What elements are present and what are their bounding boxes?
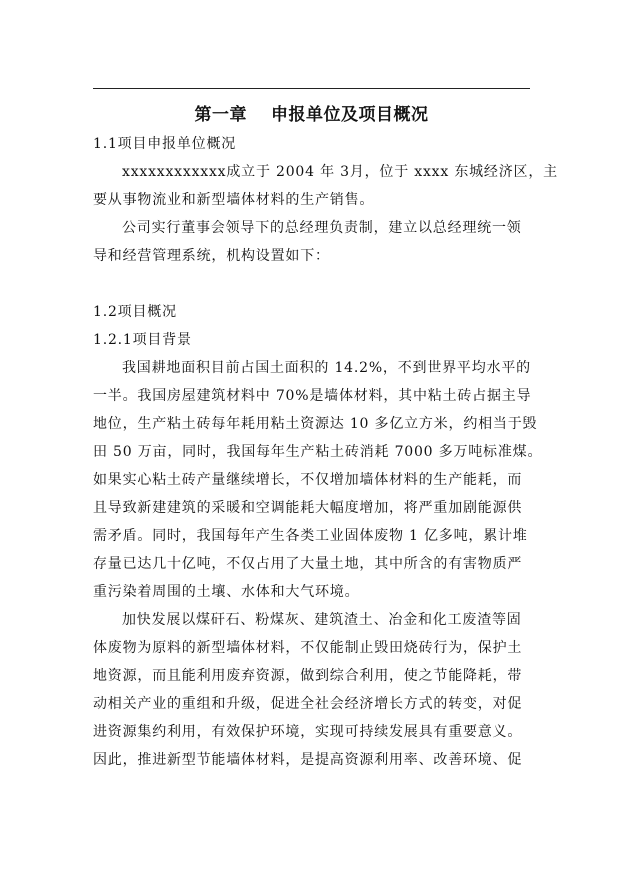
text-line: 重污染着周围的土壤、水体和大气环境。 xyxy=(93,584,360,600)
text-line: 地资源，而且能利用废弃资源，做到综合利用，使之节能降耗，带 xyxy=(93,668,523,684)
text-line: 导和经营管理系统，机构设置如下： xyxy=(93,248,330,264)
text-line: 地位，生产粘土砖每年耗用粘土资源达 10 多亿立方米，约相当于毁 xyxy=(93,416,538,432)
text-line: 且导致新建建筑的采暖和空调能耗大幅度增加，将严重加剧能源供 xyxy=(93,500,523,516)
text-line: 一半。我国房屋建筑材料中 70%是墙体材料，其中粘土砖占据主导 xyxy=(93,388,532,404)
text-line: 加快发展以煤矸石、粉煤灰、建筑渣土、冶金和化工废渣等固 xyxy=(122,612,522,628)
blank-spacer xyxy=(93,270,530,298)
subsection-heading-1-2-1: 1.2.1项目背景 xyxy=(93,332,192,348)
text-line: 要从事物流业和新型墙体材料的生产销售。 xyxy=(93,192,375,208)
paragraph-new-wall-materials xyxy=(93,606,530,774)
paragraph-company-overview xyxy=(93,158,558,214)
text-line: 田 50 万亩，同时，我国每年生产粘土砖消耗 7000 多万吨标准煤。 xyxy=(93,444,543,460)
text-line: 如果实心粘土砖产量继续增长，不仅增加墙体材料的生产能耗，而 xyxy=(93,472,523,488)
text-line: 动相关产业的重组和升级，促进全社会经济增长方式的转变，对促 xyxy=(93,696,523,712)
section-heading-1-1: 1.1项目申报单位概况 xyxy=(93,136,237,152)
text-line: 需矛盾。同时，我国每年产生各类工业固体废物 1 亿多吨，累计堆 xyxy=(93,528,528,544)
text-line: 我国耕地面积目前占国土面积的 14.2%，不到世界平均水平的 xyxy=(122,360,531,376)
text-line: 进资源集约利用，有效保护环境，实现可持续发展具有重要意义。 xyxy=(93,724,523,740)
section-heading-1-2: 1.2项目概况 xyxy=(93,304,177,320)
paragraph-management-structure xyxy=(93,214,530,270)
text-line: 公司实行董事会领导下的总经理负责制，建立以总经理统一领 xyxy=(122,220,522,236)
chapter-title: 第一章 申报单位及项目概况 xyxy=(194,105,429,125)
header-rule xyxy=(93,88,530,89)
text-line: xxxxxxxxxxxx成立于 2004 年 3月，位于 xxxx 东城经济区，主 xyxy=(122,164,558,180)
paragraph-land-and-clay-brick xyxy=(93,354,543,606)
document-body xyxy=(93,130,558,774)
text-line: 体废物为原料的新型墙体材料，不仅能制止毁田烧砖行为，保护土 xyxy=(93,640,523,656)
text-line: 因此，推进新型节能墙体材料，是提高资源利用率、改善环境、促 xyxy=(93,752,523,768)
text-line: 存量已达几十亿吨，不仅占用了大量土地，其中所含的有害物质严 xyxy=(93,556,523,572)
